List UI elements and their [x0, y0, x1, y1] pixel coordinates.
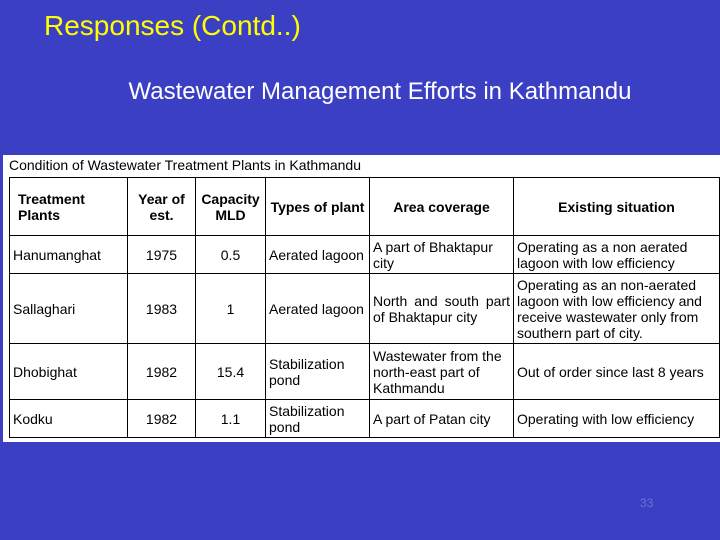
header-capacity: Capacity MLD: [196, 178, 266, 236]
header-situation: Existing situation: [514, 178, 720, 236]
cell-plant: Hanumanghat: [10, 236, 128, 274]
cell-plant: Dhobighat: [10, 344, 128, 400]
cell-area: Wastewater from the north-east part of Kathmandu: [370, 344, 514, 400]
page-number: 33: [640, 496, 654, 510]
slide-subtitle: Wastewater Management Efforts in Kathmandu: [128, 78, 632, 105]
cell-type: Stabilization pond: [266, 400, 370, 438]
table-row: [10, 344, 720, 400]
cell-year: 1982: [128, 400, 196, 438]
cell-plant: Kodku: [10, 400, 128, 438]
cell-type: Aerated lagoon: [266, 274, 370, 344]
cell-capacity: 0.5: [196, 236, 266, 274]
cell-situation: Operating with low efficiency: [514, 400, 720, 438]
cell-year: 1975: [128, 236, 196, 274]
cell-capacity: 1: [196, 274, 266, 344]
header-year: Year of est.: [128, 178, 196, 236]
table-row: [10, 400, 720, 438]
table-row: [10, 274, 720, 344]
cell-area: A part of Patan city: [370, 400, 514, 438]
table-panel: [3, 155, 720, 442]
cell-year: 1982: [128, 344, 196, 400]
cell-capacity: 15.4: [196, 344, 266, 400]
cell-area: North and south part of Bhaktapur city: [370, 274, 514, 344]
header-treatment-plants: Treatment Plants: [10, 178, 128, 236]
cell-situation: Operating as an non-aerated lagoon with low efficiency and receive wastewater only from southern part of city.: [514, 274, 720, 344]
cell-year: 1983: [128, 274, 196, 344]
cell-area: A part of Bhaktapur city: [370, 236, 514, 274]
cell-type: Stabilization pond: [266, 344, 370, 400]
table-header-row: [10, 178, 720, 236]
cell-situation: Out of order since last 8 years: [514, 344, 720, 400]
header-area: Area coverage: [370, 178, 514, 236]
table-caption: Condition of Wastewater Treatment Plants in Kathmandu: [9, 157, 361, 173]
cell-situation: Operating as a non aerated lagoon with low efficiency: [514, 236, 720, 274]
cell-capacity: 1.1: [196, 400, 266, 438]
treatment-plants-table: [9, 177, 720, 438]
header-type: Types of plant: [266, 178, 370, 236]
slide-title: Responses (Contd..): [44, 10, 301, 41]
cell-plant: Sallaghari: [10, 274, 128, 344]
table-row: [10, 236, 720, 274]
cell-type: Aerated lagoon: [266, 236, 370, 274]
